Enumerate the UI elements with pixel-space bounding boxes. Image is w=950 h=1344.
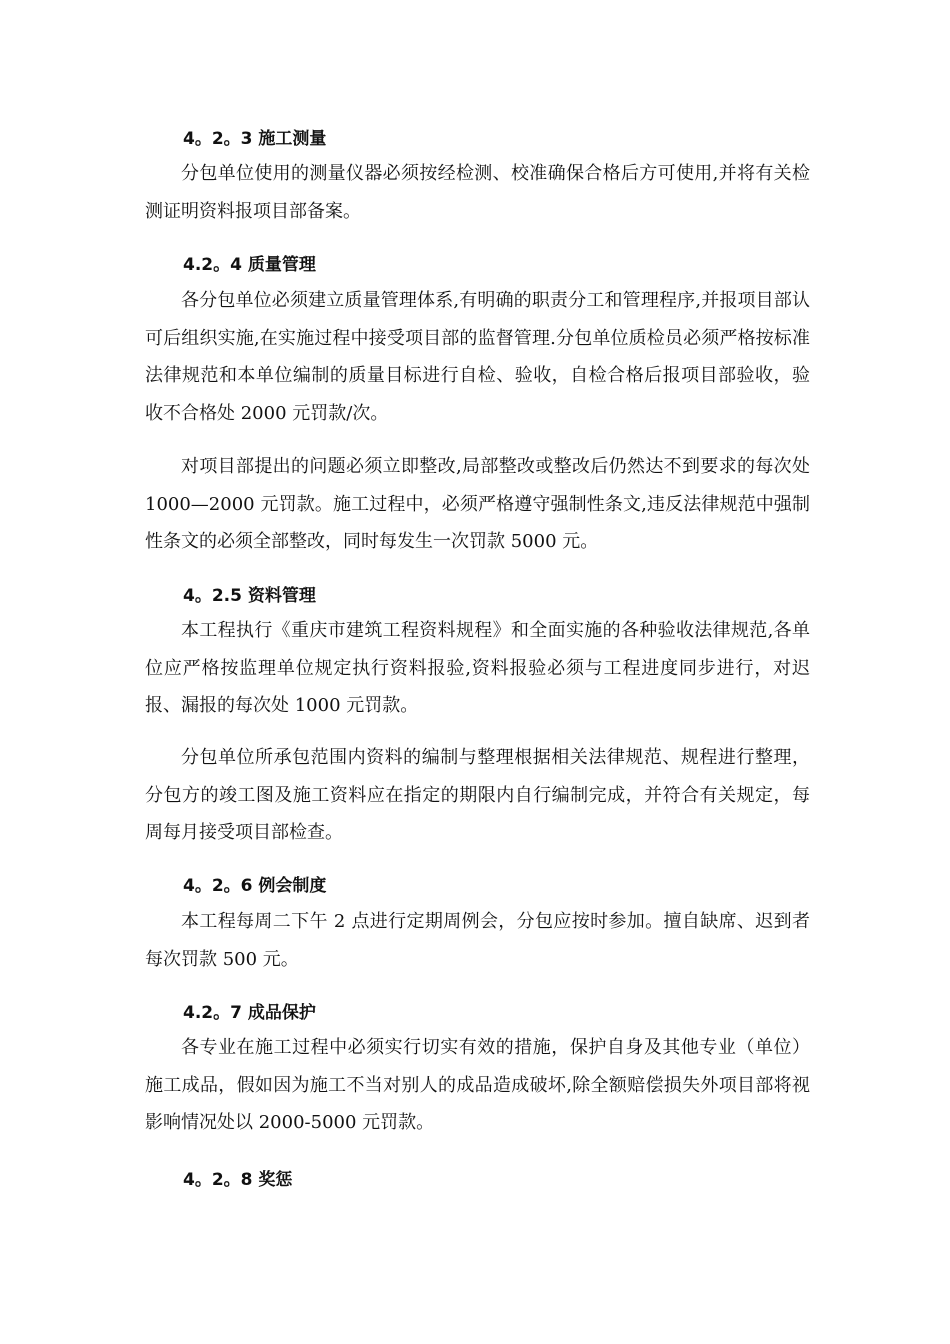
paragraph-protection: 各专业在施工过程中必须实行切实有效的措施，保护自身及其他专业（单位）施工成品，假如因为施工不当对别人的成品造成破坏,除全额赔偿损失外项目部将视影响情况处以 2000-5000 元罚款。 xyxy=(145,1037,810,1133)
paragraph-meetings: 本工程每周二下午 2 点进行定期周例会，分包应按时参加。擅自缺席、迟到者每次罚款 500 元。 xyxy=(145,911,810,970)
paragraph-survey: 分包单位使用的测量仪器必须按经检测、校准确保合格后方可使用,并将有关检测证明资料报项目部备案。 xyxy=(145,163,810,222)
section-heading-meetings: 4。2。6 例会制度 xyxy=(183,876,327,896)
section-heading-quality: 4.2。4 质量管理 xyxy=(183,255,316,275)
paragraph-documents-2: 分包单位所承包范围内资料的编制与整理根据相关法律规范、规程进行整理，分包方的竣工图及施工资料应在指定的期限内自行编制完成，并符合有关规定，每周每月接受项目部检查。 xyxy=(145,747,810,843)
paragraph-quality-2: 对项目部提出的问题必须立即整改,局部整改或整改后仍然达不到要求的每次处 1000—2000 元罚款。施工过程中，必须严格遵守强制性条文,违反法律规范中强制性条文的必须全部整改，同时每发生一次罚款 5000 元。 xyxy=(145,456,810,552)
section-heading-documents: 4。2.5 资料管理 xyxy=(183,586,316,606)
paragraph-quality-1: 各分包单位必须建立质量管理体系,有明确的职责分工和管理程序,并报项目部认可后组织实施,在实施过程中接受项目部的监督管理.分包单位质检员必须严格按标准法律规范和本单位编制的质量目标进行自检、验收，自检合格后报项目部验收，验收不合格处 2000 元罚款/次。 xyxy=(145,290,810,424)
section-heading-survey: 4。2。3 施工测量 xyxy=(183,129,327,149)
section-heading-protection: 4.2。7 成品保护 xyxy=(183,1003,316,1023)
section-heading-rewards: 4。2。8 奖惩 xyxy=(183,1170,293,1190)
paragraph-documents-1: 本工程执行《重庆市建筑工程资料规程》和全面实施的各种验收法律规范,各单位应严格按监理单位规定执行资料报验,资料报验必须与工程进度同步进行，对迟报、漏报的每次处 1000 元罚款。 xyxy=(145,620,810,716)
